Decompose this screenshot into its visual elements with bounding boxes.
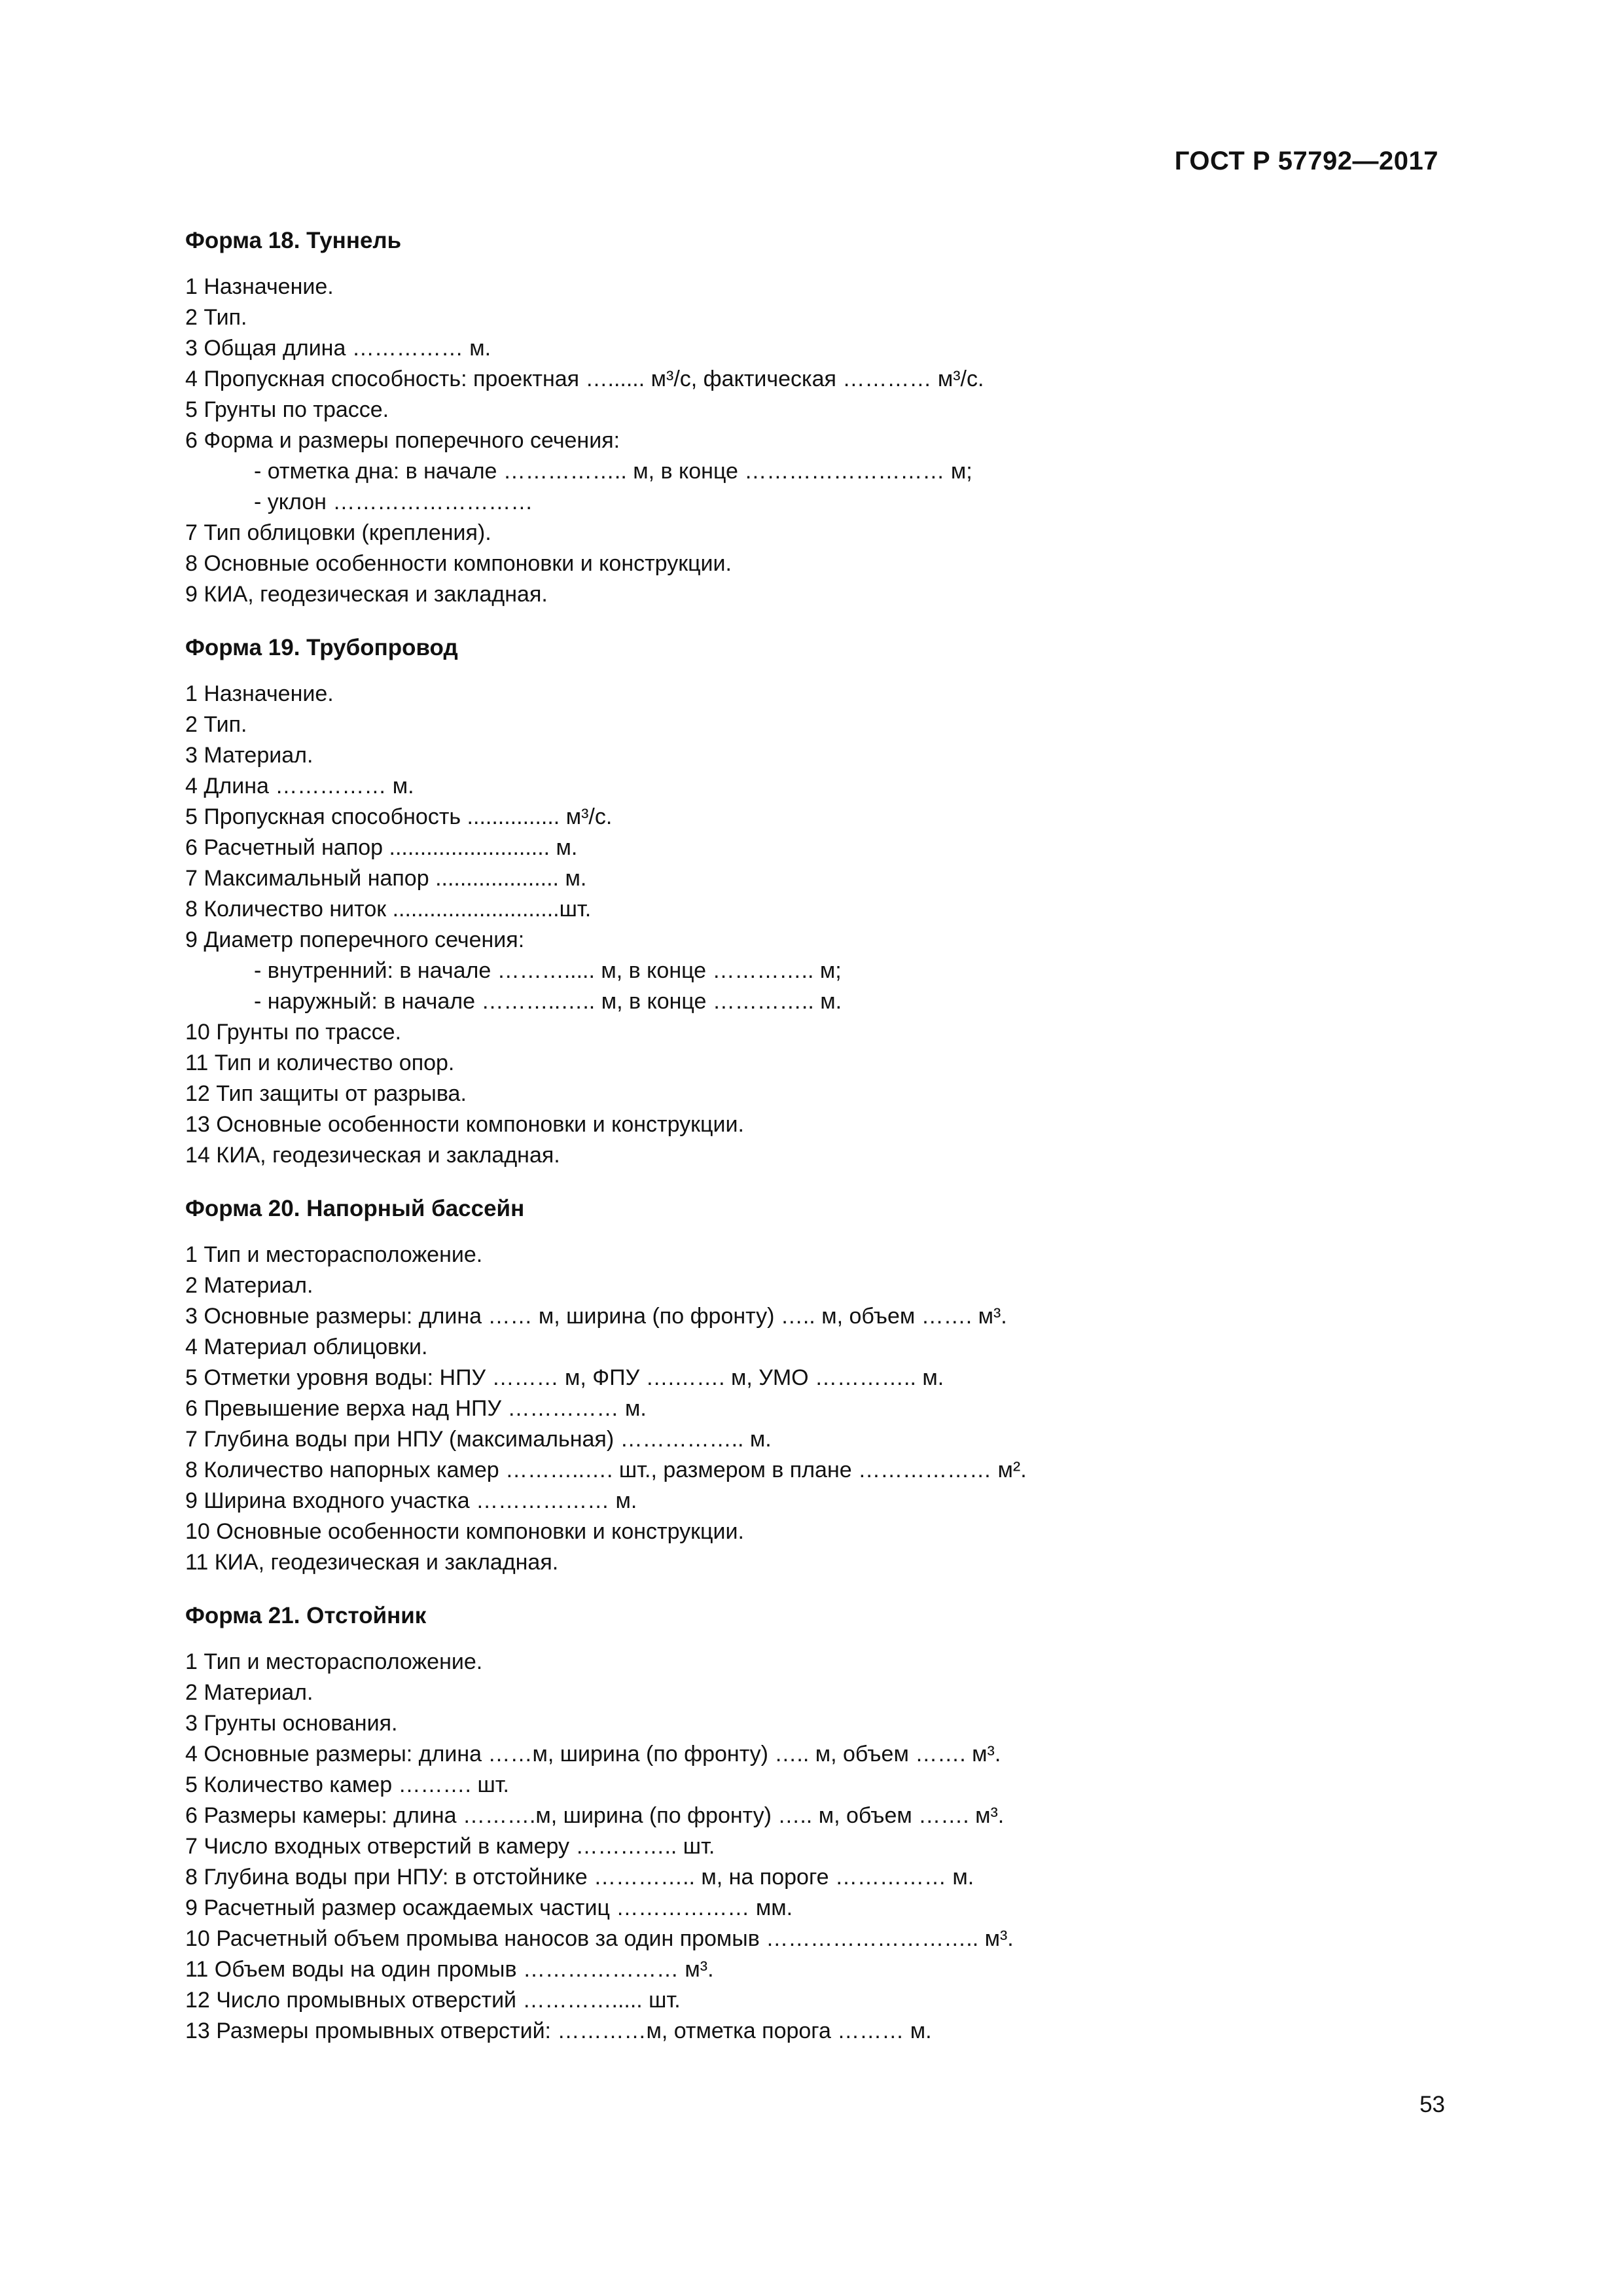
list-item: 1 Тип и месторасположение.: [185, 1649, 483, 1674]
sub-item: - наружный: в начале ………..….. м, в конце ………….. м.: [254, 989, 842, 1014]
list-item: 11 Тип и количество опор.: [185, 1050, 455, 1075]
list-item: 13 Размеры промывных отверстий: …………м, отметка порога ……… м.: [185, 2018, 932, 2043]
list-item: 8 Глубина воды при НПУ: в отстойнике ………….. м, на пороге …………… м.: [185, 1865, 974, 1890]
list-item: 2 Тип.: [185, 712, 247, 737]
list-item: 6 Расчетный напор .......................... м.: [185, 835, 578, 860]
list-item: 10 Грунты по трассе.: [185, 1020, 402, 1045]
list-item: 13 Основные особенности компоновки и конструкции.: [185, 1112, 744, 1137]
section-title: Форма 18. Туннель: [185, 228, 402, 253]
section-title: Форма 21. Отстойник: [185, 1603, 427, 1628]
list-item: 7 Число входных отверстий в камеру ………….. шт.: [185, 1834, 715, 1859]
list-item: 4 Материал облицовки.: [185, 1335, 428, 1359]
list-item: 1 Назначение.: [185, 274, 334, 299]
list-item: 11 КИА, геодезическая и закладная.: [185, 1550, 559, 1575]
list-item: 8 Количество ниток ...........................шт.: [185, 897, 592, 922]
sub-item: - внутренний: в начале ………..... м, в конце ………….. м;: [254, 958, 842, 983]
list-item: 6 Форма и размеры поперечного сечения:: [185, 428, 620, 453]
list-item: 10 Расчетный объем промыва наносов за один промыв ……………………….. м³.: [185, 1926, 1014, 1951]
list-item: 2 Материал.: [185, 1273, 313, 1298]
form-section: [185, 1193, 1461, 1578]
section-title: Форма 19. Трубопровод: [185, 635, 458, 660]
list-item: 9 Ширина входного участка ……………… м.: [185, 1488, 637, 1513]
sub-item: - уклон ………………………: [254, 490, 533, 514]
list-item: 4 Пропускная способность: проектная …...... м³/с, фактическая ………… м³/с.: [185, 367, 984, 391]
list-item: 1 Тип и месторасположение.: [185, 1242, 483, 1267]
list-item: 5 Количество камер ………. шт.: [185, 1772, 509, 1797]
list-item: 7 Тип облицовки (крепления).: [185, 520, 491, 545]
document-number-header: ГОСТ Р 57792—2017: [1174, 147, 1438, 175]
list-item: 6 Превышение верха над НПУ …………… м.: [185, 1396, 647, 1421]
form-section: [185, 632, 1461, 1171]
list-item: 3 Общая длина …………… м.: [185, 336, 491, 361]
list-item: 5 Пропускная способность ............... м³/с.: [185, 804, 613, 829]
list-item: 14 КИА, геодезическая и закладная.: [185, 1143, 560, 1168]
form-list: [185, 225, 1461, 2047]
list-item: 12 Число промывных отверстий …………..... шт.: [185, 1988, 681, 2013]
list-item: 2 Тип.: [185, 305, 247, 330]
list-item: 7 Максимальный напор .................... м.: [185, 866, 587, 891]
list-item: 9 Диаметр поперечного сечения:: [185, 927, 525, 952]
list-item: 1 Назначение.: [185, 681, 334, 706]
list-item: 3 Материал.: [185, 743, 313, 768]
list-item: 10 Основные особенности компоновки и конструкции.: [185, 1519, 744, 1544]
page-number: 53: [1419, 2092, 1445, 2117]
list-item: 3 Грунты основания.: [185, 1711, 398, 1736]
sub-item: - отметка дна: в начале …………….. м, в конце ……………………… м;: [254, 459, 972, 484]
list-item: 5 Грунты по трассе.: [185, 397, 389, 422]
list-item: 4 Основные размеры: длина ……м, ширина (по фронту) ….. м, объем ……. м³.: [185, 1742, 1001, 1767]
list-item: 3 Основные размеры: длина …… м, ширина (по фронту) ….. м, объем ……. м³.: [185, 1304, 1007, 1329]
list-item: 2 Материал.: [185, 1680, 313, 1705]
list-item: 6 Размеры камеры: длина ……….м, ширина (по фронту) ….. м, объем ……. м³.: [185, 1803, 1005, 1828]
list-item: 9 КИА, геодезическая и закладная.: [185, 582, 548, 607]
list-item: 9 Расчетный размер осаждаемых частиц ……………… мм.: [185, 1895, 793, 1920]
section-title: Форма 20. Напорный бассейн: [185, 1196, 525, 1221]
list-item: 8 Количество напорных камер ………..…. шт., размером в плане ……………… м².: [185, 1458, 1027, 1482]
list-item: 11 Объем воды на один промыв ………………… м³.: [185, 1957, 714, 1982]
list-item: 4 Длина …………… м.: [185, 774, 414, 798]
list-item: 8 Основные особенности компоновки и конструкции.: [185, 551, 732, 576]
list-item: 7 Глубина воды при НПУ (максимальная) …………….. м.: [185, 1427, 772, 1452]
form-section: [185, 1600, 1461, 2047]
list-item: 12 Тип защиты от разрыва.: [185, 1081, 467, 1106]
form-section: [185, 225, 1461, 610]
list-item: 5 Отметки уровня воды: НПУ ……… м, ФПУ ….……. м, УМО ………….. м.: [185, 1365, 944, 1390]
